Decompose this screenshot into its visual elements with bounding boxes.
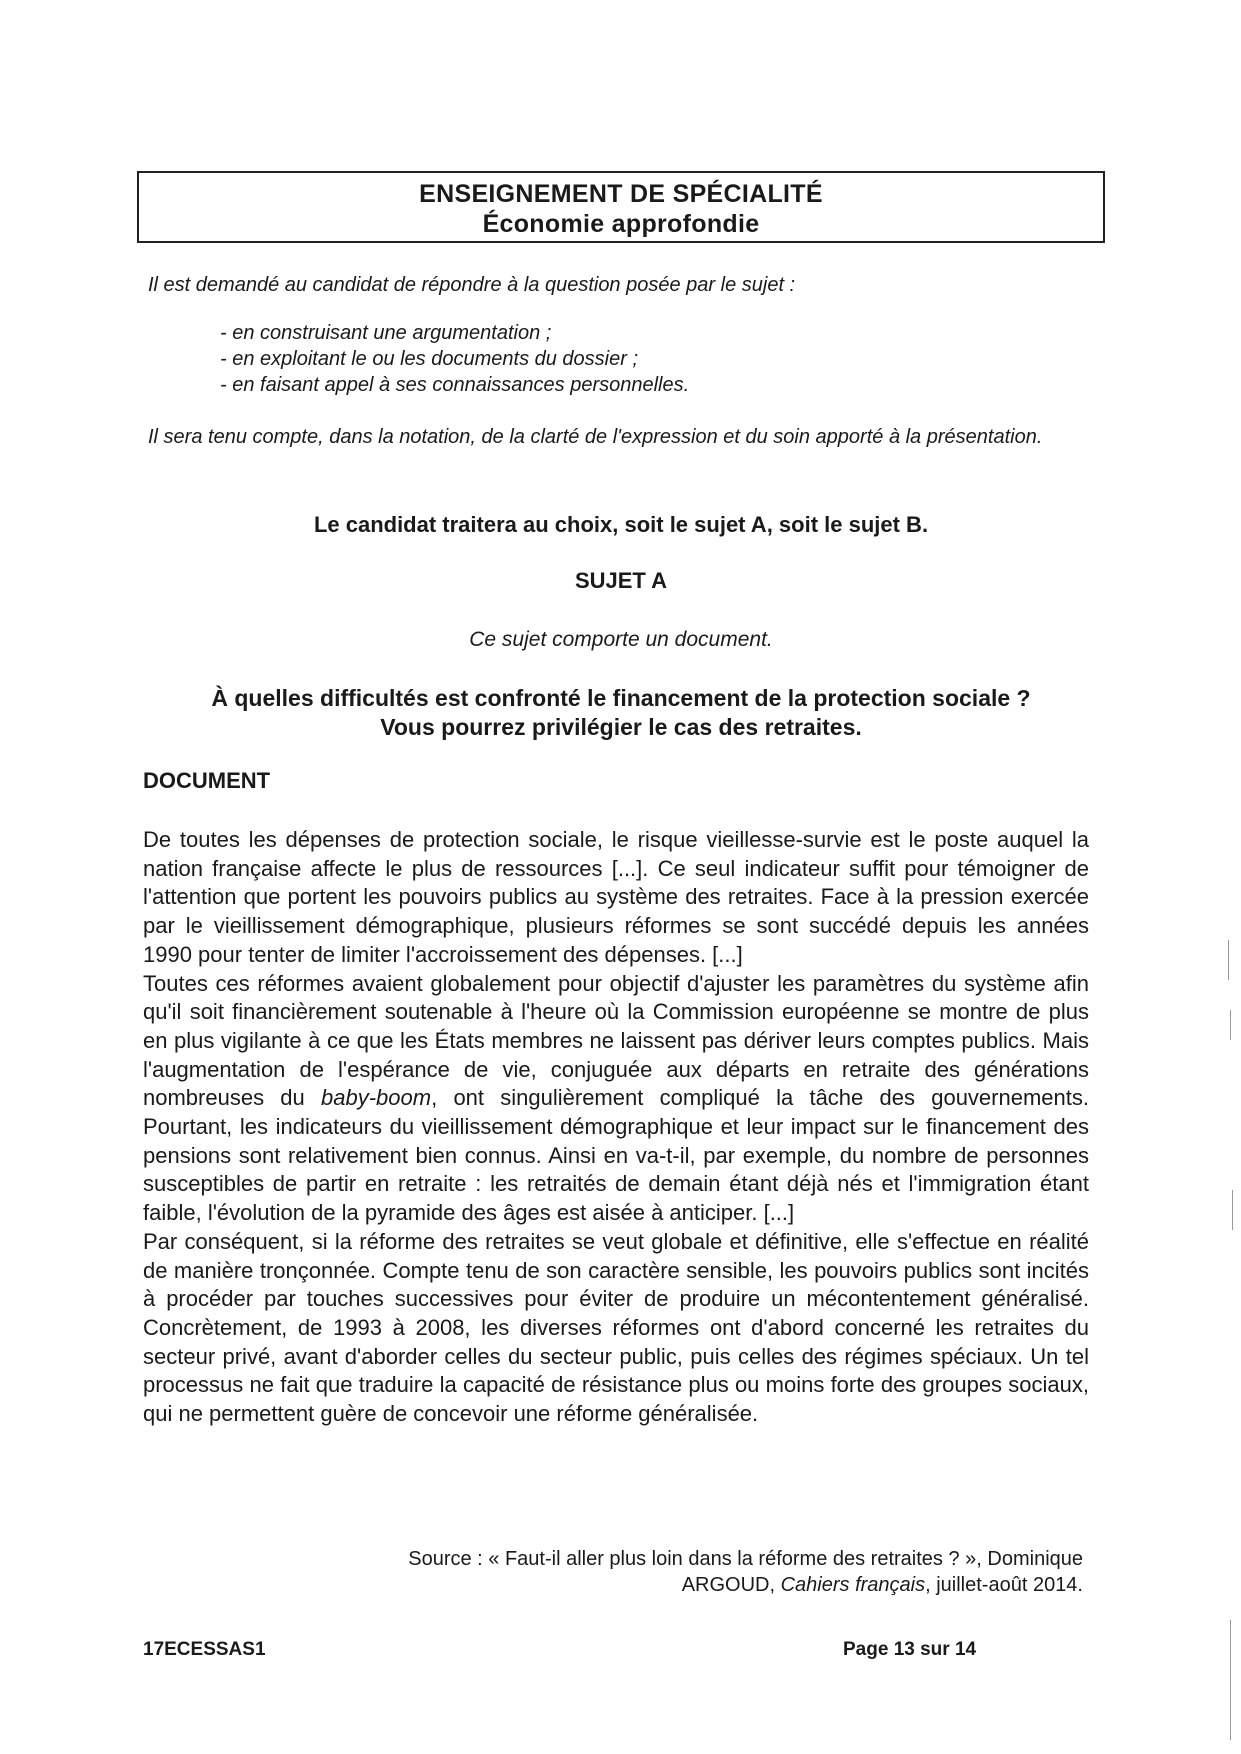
list-item: - en exploitant le ou les documents du dossier ; <box>220 348 639 370</box>
exam-code: 17ECESSAS1 <box>143 1639 266 1660</box>
document-paragraph: De toutes les dépenses de protection sociale, le risque vieillesse-survie est le poste auquel la nation française affecte le plus de ressources [...]. Ce seul indicateur suffit pour témoigner de l'attention que portent les pouvoirs publics au système des retraites. Face à la pression exercée par le vieillissement démographique, plusieurs réformes se sont succédé depuis les années 1990 pour tenter de limiter l'accroissement des dépenses. [...] <box>143 827 1089 967</box>
source-author: ARGOUD, <box>681 1574 781 1596</box>
paragraph-text: Toutes ces réformes avaient globalement pour objectif d'ajuster les paramètres du système afin qu'il soit financièrement soutenable à l'heure où la Commission européenne se montre de plus en plus vigilante à ce que les États membres ne laissent pas dériver leurs comptes publics. Mais l'augmentation de l'espérance de vie, conjuguée aux départs en retraite des générations nombreuses du <box>143 970 1089 1111</box>
page-number: Page 13 sur 14 <box>843 1639 977 1660</box>
paragraph-text: , ont singulièrement compliqué la tâche des gouvernements. Pourtant, les indicateurs du vieillissement démographique et leur impact sur le financement des pensions sont relativement bien connus. Ainsi en va-t-il, par exemple, du nombre de personnes susceptibles de partir en retraite : les retraités de demain étant déjà nés et l'immigration étant faible, l'évolution de la pyramide des âges est aisée à anticiper. [...] <box>143 1085 1089 1226</box>
list-item: - en faisant appel à ses connaissances personnelles. <box>220 374 690 396</box>
document-source <box>143 1546 1083 1598</box>
instructions <box>148 272 1088 450</box>
list-item: - en construisant une argumentation ; <box>220 322 552 344</box>
question-line: À quelles difficultés est confronté le financement de la protection sociale ? <box>211 685 1031 711</box>
specialty-subtitle: Économie approfondie <box>482 210 760 238</box>
specialty-title: ENSEIGNEMENT DE SPÉCIALITÉ <box>419 180 823 208</box>
source-publication: Cahiers français <box>780 1574 926 1596</box>
source-line <box>143 1572 1083 1598</box>
scan-edge-mark <box>1232 1190 1233 1230</box>
document-paragraph: Par conséquent, si la réforme des retraites se veut globale et définitive, elle s'effectue en réalité de manière tronçonnée. Compte tenu de son caractère sensible, les pouvoirs publics sont incités à procéder par touches successives pour éviter de produire un mécontentement généralisé. Concrètement, de 1993 à 2008, les diverses réformes ont d'abord concerné les retraites du secteur privé, avant d'aborder celles du secteur public, puis celles des régimes spéciaux. Un tel processus ne fait que traduire la capacité de résistance plus ou moins forte des groupes sociaux, qui ne permettent guère de concevoir une réforme généralisée. <box>143 1228 1089 1427</box>
scan-edge-mark <box>1230 1010 1231 1040</box>
instructions-list <box>220 320 1088 398</box>
specialty-header-box <box>137 171 1105 243</box>
subject-title: SUJET A <box>574 568 668 593</box>
document-paragraph <box>143 970 1089 1228</box>
subject-choice: Le candidat traitera au choix, soit le sujet A, soit le sujet B. <box>313 512 929 537</box>
source-line: Source : « Faut-il aller plus loin dans la réforme des retraites ? », Dominique <box>408 1548 1083 1570</box>
instructions-note: Il sera tenu compte, dans la notation, de la clarté de l'expression et du soin apporté à la présentation. <box>148 426 1043 448</box>
document-body <box>143 826 1089 1429</box>
subject-question <box>137 684 1105 742</box>
scan-edge-mark <box>1228 940 1229 980</box>
paragraph-emphasis: baby-boom <box>321 1085 432 1111</box>
subject-note: Ce sujet comporte un document. <box>469 628 773 651</box>
scan-edge-mark <box>1230 1620 1231 1740</box>
document-label: DOCUMENT <box>143 768 271 793</box>
source-date: , juillet-août 2014. <box>925 1574 1083 1596</box>
question-line: Vous pourrez privilégier le cas des retraites. <box>380 714 862 740</box>
instructions-intro: Il est demandé au candidat de répondre à la question posée par le sujet : <box>148 274 796 296</box>
